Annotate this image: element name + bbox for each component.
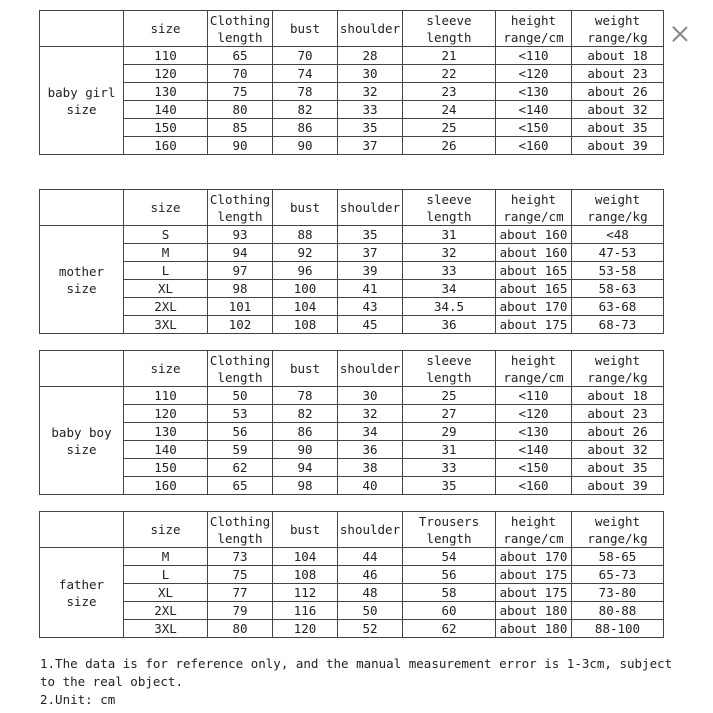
measurement-notes xyxy=(40,655,680,709)
table-cell: <120 xyxy=(496,65,572,83)
table-cell: 37 xyxy=(338,137,403,155)
table-cell: 140 xyxy=(124,101,208,119)
table-cell: 68-73 xyxy=(572,316,664,334)
column-header xyxy=(273,512,338,548)
column-header xyxy=(40,190,124,226)
column-header xyxy=(338,11,403,47)
table-cell: <160 xyxy=(496,477,572,495)
column-header-line: shoulder xyxy=(339,361,401,376)
table-cell: 77 xyxy=(208,584,273,602)
table-cell: <160 xyxy=(496,137,572,155)
table-cell: 43 xyxy=(338,298,403,316)
group-label-line: father xyxy=(58,576,105,592)
table-cell: 90 xyxy=(273,137,338,155)
table-cell: 30 xyxy=(338,387,403,405)
column-header-line: size xyxy=(150,21,181,36)
column-header xyxy=(496,351,572,387)
table-cell: 88-100 xyxy=(572,620,664,638)
table-cell: 45 xyxy=(338,316,403,334)
table-cell: <140 xyxy=(496,101,572,119)
table-cell: 34 xyxy=(403,280,496,298)
table-cell: 74 xyxy=(273,65,338,83)
column-header xyxy=(124,11,208,47)
table-row xyxy=(40,548,664,566)
table-cell: 63-68 xyxy=(572,298,664,316)
column-header xyxy=(124,512,208,548)
column-header xyxy=(496,190,572,226)
table-row xyxy=(40,477,664,495)
table-row xyxy=(40,47,664,65)
table-cell: 80-88 xyxy=(572,602,664,620)
table-cell: 56 xyxy=(208,423,273,441)
table-cell: about 175 xyxy=(496,316,572,334)
column-header xyxy=(40,512,124,548)
table-cell: 160 xyxy=(124,137,208,155)
table-cell: 35 xyxy=(403,477,496,495)
column-header xyxy=(572,190,664,226)
column-header-line: shoulder xyxy=(339,522,401,537)
table-cell: 36 xyxy=(338,441,403,459)
column-header-line: sleeve xyxy=(426,191,472,207)
table-cell: 90 xyxy=(273,441,338,459)
table-cell: <130 xyxy=(496,423,572,441)
column-header xyxy=(338,351,403,387)
table-cell: 31 xyxy=(403,226,496,244)
table-cell: 94 xyxy=(208,244,273,262)
column-header-line: bust xyxy=(289,522,321,537)
table-cell: about 180 xyxy=(496,602,572,620)
table-cell: <110 xyxy=(496,47,572,65)
table-cell: L xyxy=(124,262,208,280)
table-cell: 41 xyxy=(338,280,403,298)
table-cell: 70 xyxy=(273,47,338,65)
table-cell: 82 xyxy=(273,101,338,119)
table-cell: 31 xyxy=(403,441,496,459)
column-header-line: range/cm xyxy=(503,530,564,546)
table-cell: 116 xyxy=(273,602,338,620)
table-row xyxy=(40,262,664,280)
column-header xyxy=(338,190,403,226)
table-cell: 47-53 xyxy=(572,244,664,262)
group-label-line: size xyxy=(66,441,97,457)
table-cell: 130 xyxy=(124,83,208,101)
table-cell: 78 xyxy=(273,83,338,101)
table-cell: 80 xyxy=(208,101,273,119)
table-cell: 58-63 xyxy=(572,280,664,298)
table-row xyxy=(40,387,664,405)
table-cell: XL xyxy=(124,584,208,602)
table-cell: 58 xyxy=(403,584,496,602)
column-header-line: sleeve xyxy=(426,12,472,28)
table-cell: 3XL xyxy=(124,620,208,638)
table-row xyxy=(40,441,664,459)
table-cell: about 18 xyxy=(572,47,664,65)
table-cell: 62 xyxy=(208,459,273,477)
table-cell: about 35 xyxy=(572,459,664,477)
table-cell: 75 xyxy=(208,566,273,584)
column-header xyxy=(572,512,664,548)
table-row xyxy=(40,298,664,316)
column-header-line: Clothing xyxy=(209,191,271,207)
note-reference: 1.The data is for reference only, and the manual measurement error is 1-3cm, subject to the real object. xyxy=(40,656,673,689)
group-label-line: size xyxy=(66,101,97,117)
table-cell: 29 xyxy=(403,423,496,441)
table-cell: about 32 xyxy=(572,101,664,119)
column-header-line: height xyxy=(510,12,557,28)
table-cell: about 23 xyxy=(572,65,664,83)
table-row xyxy=(40,459,664,477)
column-header xyxy=(124,190,208,226)
column-header-line: size xyxy=(150,200,181,215)
table-cell: 32 xyxy=(338,405,403,423)
table-row xyxy=(40,584,664,602)
table-cell: about 26 xyxy=(572,423,664,441)
table-cell: 94 xyxy=(273,459,338,477)
column-header xyxy=(338,512,403,548)
table-cell: 21 xyxy=(403,47,496,65)
table-cell: <110 xyxy=(496,387,572,405)
table-cell: 26 xyxy=(403,137,496,155)
group-label-line: baby girl xyxy=(47,84,116,100)
table-cell: <130 xyxy=(496,83,572,101)
group-label xyxy=(40,548,124,638)
group-label xyxy=(40,226,124,334)
column-header-line: length xyxy=(217,208,263,224)
table-cell: about 165 xyxy=(496,280,572,298)
table-cell: 75 xyxy=(208,83,273,101)
table-cell: 23 xyxy=(403,83,496,101)
table-cell: 46 xyxy=(338,566,403,584)
group-label-line: mother xyxy=(58,263,105,279)
column-header-line: weight xyxy=(594,12,641,28)
column-header xyxy=(124,351,208,387)
table-cell: 32 xyxy=(338,83,403,101)
table-cell: about 32 xyxy=(572,441,664,459)
table-cell: 25 xyxy=(403,119,496,137)
column-header-line: Clothing xyxy=(209,513,271,529)
column-header-line: range/kg xyxy=(587,369,648,385)
table-cell: about 175 xyxy=(496,566,572,584)
table-header-row xyxy=(40,512,664,548)
column-header-line: Clothing xyxy=(209,12,271,28)
table-cell: 150 xyxy=(124,459,208,477)
column-header xyxy=(273,351,338,387)
table-row xyxy=(40,137,664,155)
table-cell: 33 xyxy=(403,459,496,477)
column-header xyxy=(496,11,572,47)
table-cell: about 39 xyxy=(572,137,664,155)
column-header-line: range/kg xyxy=(587,208,648,224)
table-cell: 150 xyxy=(124,119,208,137)
table-row xyxy=(40,423,664,441)
size-table-father xyxy=(39,511,664,638)
table-cell: <48 xyxy=(572,226,664,244)
table-cell: 2XL xyxy=(124,298,208,316)
column-header xyxy=(403,11,496,47)
column-header-line: height xyxy=(510,352,557,368)
column-header-line: sleeve xyxy=(426,352,472,368)
size-table-baby-boy xyxy=(39,350,664,495)
table-cell: 101 xyxy=(208,298,273,316)
table-header-row xyxy=(40,190,664,226)
table-cell: 79 xyxy=(208,602,273,620)
table-cell: 39 xyxy=(338,262,403,280)
column-header-line: range/kg xyxy=(587,29,648,45)
column-header xyxy=(273,11,338,47)
column-header xyxy=(403,512,496,548)
column-header-line: shoulder xyxy=(339,21,401,36)
table-row xyxy=(40,101,664,119)
table-row xyxy=(40,65,664,83)
table-cell: XL xyxy=(124,280,208,298)
table-cell: 140 xyxy=(124,441,208,459)
table-row xyxy=(40,226,664,244)
column-header-line: shoulder xyxy=(339,200,401,215)
column-header-line: bust xyxy=(289,200,321,215)
column-header-line: bust xyxy=(289,361,321,376)
table-cell: 120 xyxy=(124,405,208,423)
table-row xyxy=(40,602,664,620)
table-cell: 54 xyxy=(403,548,496,566)
column-header-line: bust xyxy=(289,21,321,36)
table-cell: 24 xyxy=(403,101,496,119)
column-header-line: range/cm xyxy=(503,29,564,45)
column-header-line: height xyxy=(510,191,557,207)
size-table-mother xyxy=(39,189,664,334)
column-header-line: length xyxy=(426,29,472,45)
table-cell: 73 xyxy=(208,548,273,566)
table-cell: 90 xyxy=(208,137,273,155)
table-cell: about 160 xyxy=(496,244,572,262)
table-cell: 80 xyxy=(208,620,273,638)
column-header xyxy=(208,512,273,548)
table-cell: 34.5 xyxy=(403,298,496,316)
table-cell: 98 xyxy=(273,477,338,495)
table-cell: 98 xyxy=(208,280,273,298)
table-cell: 85 xyxy=(208,119,273,137)
table-cell: about 160 xyxy=(496,226,572,244)
group-label-line: baby boy xyxy=(51,424,112,440)
table-cell: 48 xyxy=(338,584,403,602)
table-cell: 50 xyxy=(208,387,273,405)
table-cell: 78 xyxy=(273,387,338,405)
table-cell: 59 xyxy=(208,441,273,459)
table-cell: 32 xyxy=(403,244,496,262)
table-row xyxy=(40,83,664,101)
table-cell: 53 xyxy=(208,405,273,423)
table-cell: about 170 xyxy=(496,298,572,316)
table-cell: L xyxy=(124,566,208,584)
table-cell: M xyxy=(124,548,208,566)
column-header xyxy=(403,351,496,387)
table-cell: 97 xyxy=(208,262,273,280)
table-cell: 108 xyxy=(273,566,338,584)
table-cell: M xyxy=(124,244,208,262)
column-header-line: length xyxy=(217,530,263,546)
column-header-line: size xyxy=(150,361,181,376)
table-cell: 130 xyxy=(124,423,208,441)
table-cell: about 23 xyxy=(572,405,664,423)
table-row xyxy=(40,620,664,638)
column-header xyxy=(40,351,124,387)
column-header xyxy=(403,190,496,226)
table-cell: 27 xyxy=(403,405,496,423)
table-cell: about 18 xyxy=(572,387,664,405)
table-cell: 25 xyxy=(403,387,496,405)
table-cell: 2XL xyxy=(124,602,208,620)
table-cell: <120 xyxy=(496,405,572,423)
table-row xyxy=(40,280,664,298)
table-cell: 50 xyxy=(338,602,403,620)
table-cell: 62 xyxy=(403,620,496,638)
size-table-baby-girl xyxy=(39,10,664,155)
table-cell: 37 xyxy=(338,244,403,262)
table-cell: 93 xyxy=(208,226,273,244)
table-cell: 86 xyxy=(273,423,338,441)
table-cell: about 175 xyxy=(496,584,572,602)
table-cell: 40 xyxy=(338,477,403,495)
table-cell: 102 xyxy=(208,316,273,334)
table-cell: 92 xyxy=(273,244,338,262)
column-header-line: length xyxy=(426,530,472,546)
column-header xyxy=(40,11,124,47)
group-label xyxy=(40,47,124,155)
table-row xyxy=(40,244,664,262)
table-cell: 100 xyxy=(273,280,338,298)
table-cell: 33 xyxy=(403,262,496,280)
table-cell: S xyxy=(124,226,208,244)
column-header-line: height xyxy=(510,513,557,529)
table-cell: about 35 xyxy=(572,119,664,137)
table-cell: 60 xyxy=(403,602,496,620)
table-cell: 44 xyxy=(338,548,403,566)
table-header-row xyxy=(40,351,664,387)
table-header-row xyxy=(40,11,664,47)
table-cell: about 26 xyxy=(572,83,664,101)
table-cell: 120 xyxy=(273,620,338,638)
table-cell: about 170 xyxy=(496,548,572,566)
table-cell: 108 xyxy=(273,316,338,334)
table-cell: 120 xyxy=(124,65,208,83)
table-cell: 160 xyxy=(124,477,208,495)
table-cell: <150 xyxy=(496,459,572,477)
column-header-line: range/cm xyxy=(503,208,564,224)
table-cell: 82 xyxy=(273,405,338,423)
column-header xyxy=(208,351,273,387)
table-cell: 96 xyxy=(273,262,338,280)
column-header-line: range/cm xyxy=(503,369,564,385)
table-cell: 38 xyxy=(338,459,403,477)
table-cell: 88 xyxy=(273,226,338,244)
column-header xyxy=(572,11,664,47)
group-label-line: size xyxy=(66,280,97,296)
table-cell: 104 xyxy=(273,548,338,566)
table-cell: 112 xyxy=(273,584,338,602)
table-cell: 33 xyxy=(338,101,403,119)
table-cell: 35 xyxy=(338,119,403,137)
column-header-line: range/kg xyxy=(587,530,648,546)
table-row xyxy=(40,566,664,584)
column-header-line: length xyxy=(217,29,263,45)
table-cell: 110 xyxy=(124,47,208,65)
table-cell: about 165 xyxy=(496,262,572,280)
column-header-line: weight xyxy=(594,191,641,207)
table-cell: 104 xyxy=(273,298,338,316)
column-header xyxy=(208,11,273,47)
table-row xyxy=(40,316,664,334)
table-cell: 110 xyxy=(124,387,208,405)
note-unit: 2.Unit: cm xyxy=(40,692,116,707)
column-header-line: size xyxy=(150,522,181,537)
table-cell: 65 xyxy=(208,477,273,495)
table-row xyxy=(40,405,664,423)
table-cell: 53-58 xyxy=(572,262,664,280)
column-header xyxy=(572,351,664,387)
group-label-line: size xyxy=(66,593,97,609)
column-header-line: length xyxy=(426,369,472,385)
column-header xyxy=(273,190,338,226)
group-label xyxy=(40,387,124,495)
column-header-line: length xyxy=(426,208,472,224)
table-cell: 86 xyxy=(273,119,338,137)
table-cell: 34 xyxy=(338,423,403,441)
table-cell: 30 xyxy=(338,65,403,83)
table-cell: <150 xyxy=(496,119,572,137)
table-cell: 28 xyxy=(338,47,403,65)
table-cell: 65-73 xyxy=(572,566,664,584)
table-cell: 73-80 xyxy=(572,584,664,602)
table-cell: <140 xyxy=(496,441,572,459)
column-header-line: weight xyxy=(594,352,641,368)
table-cell: 70 xyxy=(208,65,273,83)
table-cell: 65 xyxy=(208,47,273,65)
table-cell: about 39 xyxy=(572,477,664,495)
table-cell: 52 xyxy=(338,620,403,638)
column-header-line: Trousers xyxy=(418,513,480,529)
table-row xyxy=(40,119,664,137)
table-cell: 35 xyxy=(338,226,403,244)
table-cell: 3XL xyxy=(124,316,208,334)
table-cell: 22 xyxy=(403,65,496,83)
table-cell: 56 xyxy=(403,566,496,584)
column-header-line: length xyxy=(217,369,263,385)
column-header-line: weight xyxy=(594,513,641,529)
column-header-line: Clothing xyxy=(209,352,271,368)
close-button[interactable] xyxy=(670,24,690,44)
column-header xyxy=(496,512,572,548)
table-cell: 58-65 xyxy=(572,548,664,566)
table-cell: 36 xyxy=(403,316,496,334)
column-header xyxy=(208,190,273,226)
table-cell: about 180 xyxy=(496,620,572,638)
